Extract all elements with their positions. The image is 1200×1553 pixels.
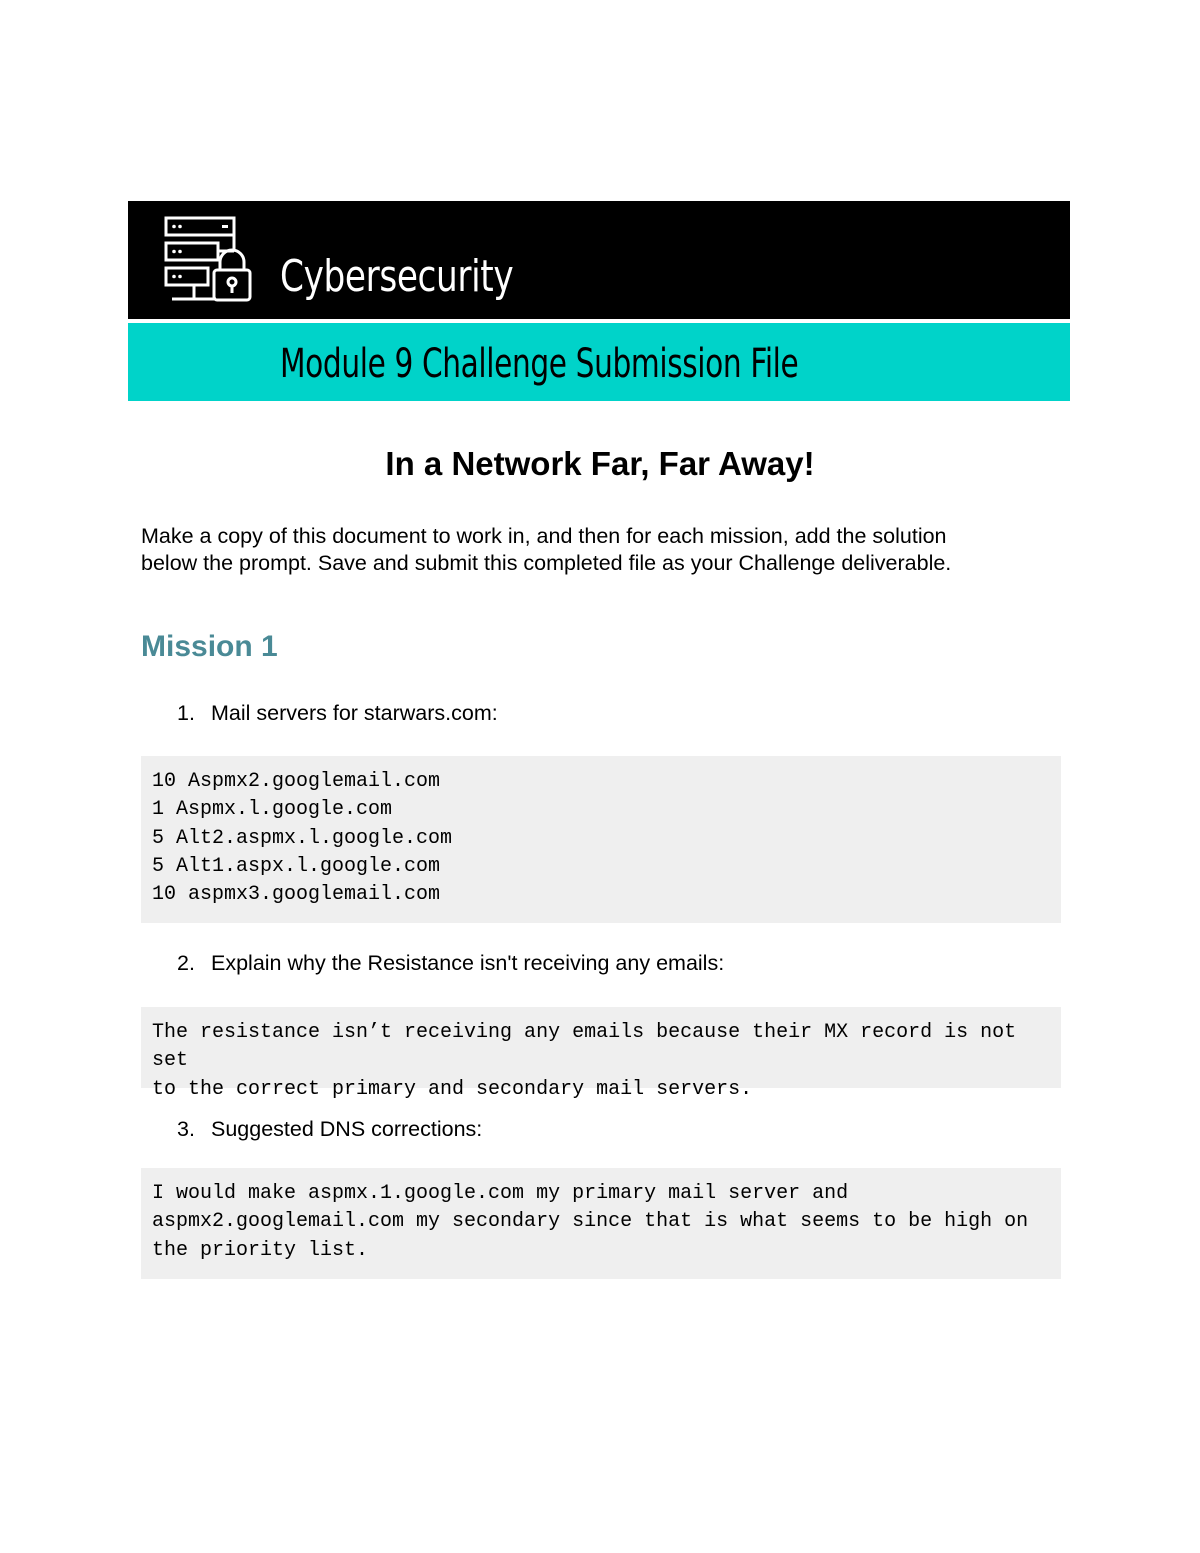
code-line: 5 Alt2.aspmx.l.google.com	[152, 826, 453, 850]
code-line: aspmx2.googlemail.com my secondary since that is what seems to be high on	[152, 1210, 1029, 1234]
code-line: The resistance isn’t receiving any emails because their MX record is not set	[152, 1021, 1029, 1073]
code-line: 5 Alt1.aspx.l.google.com	[152, 854, 441, 878]
header-banner	[128, 201, 1070, 319]
list-item	[177, 951, 724, 976]
code-line: 1 Aspmx.l.google.com	[152, 798, 393, 822]
mission-heading: Mission 1	[141, 630, 278, 663]
code-line: to the correct primary and secondary mail servers.	[152, 1077, 753, 1101]
intro-paragraph	[141, 523, 1071, 577]
intro-line: Make a copy of this document to work in, and then for each mission, add the solution	[141, 524, 947, 548]
code-line: I would make aspmx.1.google.com my primary mail server and	[152, 1182, 849, 1205]
server-lock-icon	[164, 215, 254, 303]
answer-code-block	[141, 1168, 1061, 1279]
list-item	[177, 1117, 482, 1142]
code-line: 10 Aspmx2.googlemail.com	[152, 770, 441, 793]
item-prompt: Explain why the Resistance isn't receiving any emails:	[211, 951, 725, 975]
intro-line: below the prompt. Save and submit this completed file as your Challenge deliverable.	[141, 551, 952, 575]
answer-code-block	[141, 756, 1061, 923]
answer-code-block	[141, 1007, 1061, 1101]
item-prompt: Mail servers for starwars.com:	[211, 701, 498, 725]
item-prompt: Suggested DNS corrections:	[211, 1117, 483, 1141]
code-line: the priority list.	[152, 1238, 369, 1262]
document-title: In a Network Far, Far Away!	[385, 445, 815, 482]
item-number: 3.	[177, 1117, 195, 1141]
item-number: 2.	[177, 951, 195, 975]
code-line: 10 aspmx3.googlemail.com	[152, 883, 441, 907]
item-number: 1.	[177, 701, 195, 725]
banner-title: Cybersecurity	[280, 251, 514, 302]
subtitle-banner	[128, 323, 1070, 401]
banner-subtitle: Module 9 Challenge Submission File	[280, 341, 799, 387]
list-item	[177, 701, 498, 726]
